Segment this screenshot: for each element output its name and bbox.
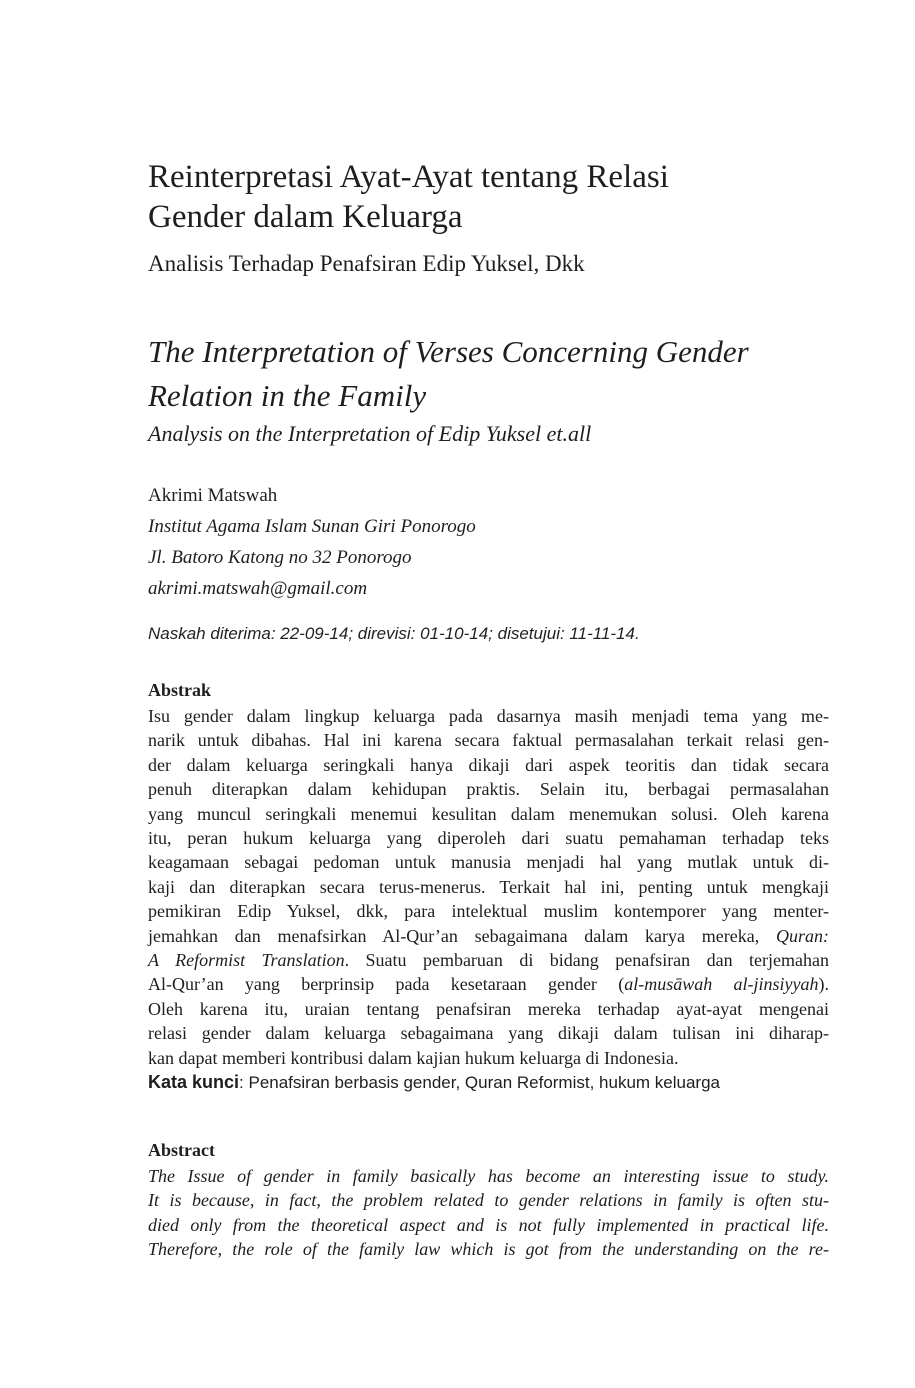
author-address: Jl. Batoro Katong no 32 Ponorogo xyxy=(148,547,412,568)
arabic-term: al-musāwah al-jinsiyyah xyxy=(624,974,819,995)
title-english xyxy=(148,330,749,418)
submission-dates: Naskah diterima: 22-09-14; direvisi: 01-10-14; disetujui: 11-11-14. xyxy=(148,624,640,643)
abstrak-line: itu, peran hukum keluarga yang diperoleh dari suatu pemahaman terhadap teks xyxy=(148,828,829,849)
abstrak-line: relasi gender dalam keluarga sebagaimana yang dikaji dalam tulisan ini diharap- xyxy=(148,1023,829,1044)
abstrak-text: . Suatu pembaruan di bidang penafsiran dan terjemahan xyxy=(344,950,829,971)
abstrak-line: kaji dan diterapkan secara terus-menerus. Terkait hal ini, penting untuk mengkaji xyxy=(148,876,829,897)
abstrak-text: Al-Qur’an yang berprinsip pada kesetaraan gender ( xyxy=(148,974,625,995)
abstrak-line xyxy=(148,924,829,948)
title-line-2: Gender dalam Keluarga xyxy=(148,199,463,235)
title-en-line-2: Relation in the Family xyxy=(148,378,427,413)
abstrak-line xyxy=(148,948,829,972)
author-institution: Institut Agama Islam Sunan Giri Ponorogo xyxy=(148,516,476,537)
abstrak-line: der dalam keluarga seringkali hanya dikaji dari aspek teoritis dan tidak secara xyxy=(148,754,829,775)
abstrak-line: Isu gender dalam lingkup keluarga pada dasarnya masih menjadi tema yang me- xyxy=(148,706,829,726)
subtitle-english: Analysis on the Interpretation of Edip Yuksel et.all xyxy=(148,421,592,446)
author-name: Akrimi Matswah xyxy=(148,485,278,506)
abstract-line: The Issue of gender in family basically has become an interesting issue to study. xyxy=(148,1166,829,1186)
title-en-line-1: The Interpretation of Verses Concerning Gender xyxy=(148,334,749,369)
keywords-label: Kata kunci xyxy=(148,1072,240,1093)
abstrak-text: jemahkan dan menafsirkan Al-Qur’an sebagaimana dalam karya mereka, xyxy=(148,925,776,946)
title-indonesian xyxy=(148,157,669,237)
abstrak-line: kan dapat memberi kontribusi dalam kajian hukum keluarga di Indonesia. xyxy=(148,1047,679,1068)
book-title: Quran: xyxy=(776,925,829,946)
abstract-line: died only from the theoretical aspect and is not fully implemented in practical life. xyxy=(148,1214,829,1235)
keywords: : Penafsiran berbasis gender, Quran Reformist, hukum keluarga xyxy=(239,1073,721,1093)
title-line-1: Reinterpretasi Ayat-Ayat tentang Relasi xyxy=(148,159,669,195)
author-email: akrimi.matswah@gmail.com xyxy=(148,578,368,599)
abstrak-line: pemikiran Edip Yuksel, dkk, para intelektual muslim kontemporer yang menter- xyxy=(148,901,829,922)
abstract-body xyxy=(148,1164,829,1262)
keywords-line xyxy=(148,1070,829,1095)
subtitle-indonesian: Analisis Terhadap Penafsiran Edip Yuksel, Dkk xyxy=(148,251,585,276)
abstrak-line: penuh diterapkan dalam kehidupan praktis. Selain itu, berbagai permasalahan xyxy=(148,779,829,800)
abstrak-body xyxy=(148,704,829,1096)
abstract-heading: Abstract xyxy=(148,1140,215,1160)
abstract-line: Therefore, the role of the family law which is got from the understanding on the re- xyxy=(148,1239,829,1260)
author-block xyxy=(148,480,476,604)
abstrak-line: Oleh karena itu, uraian tentang penafsiran mereka terhadap ayat-ayat mengenai xyxy=(148,998,829,1019)
book-title: A Reformist Translation xyxy=(148,950,345,971)
abstrak-text: ). xyxy=(818,974,829,995)
abstrak-line xyxy=(148,972,829,996)
abstrak-line: narik untuk dibahas. Hal ini karena secara faktual permasalahan terkait relasi gen- xyxy=(148,730,829,751)
abstrak-line: keagamaan sebagai pedoman untuk manusia menjadi hal yang mutlak untuk di- xyxy=(148,852,829,873)
abstract-line: It is because, in fact, the problem related to gender relations in family is often stu- xyxy=(148,1190,829,1211)
abstrak-line: yang muncul seringkali menemui kesulitan dalam menemukan solusi. Oleh karena xyxy=(148,803,829,824)
abstrak-heading: Abstrak xyxy=(148,680,212,700)
